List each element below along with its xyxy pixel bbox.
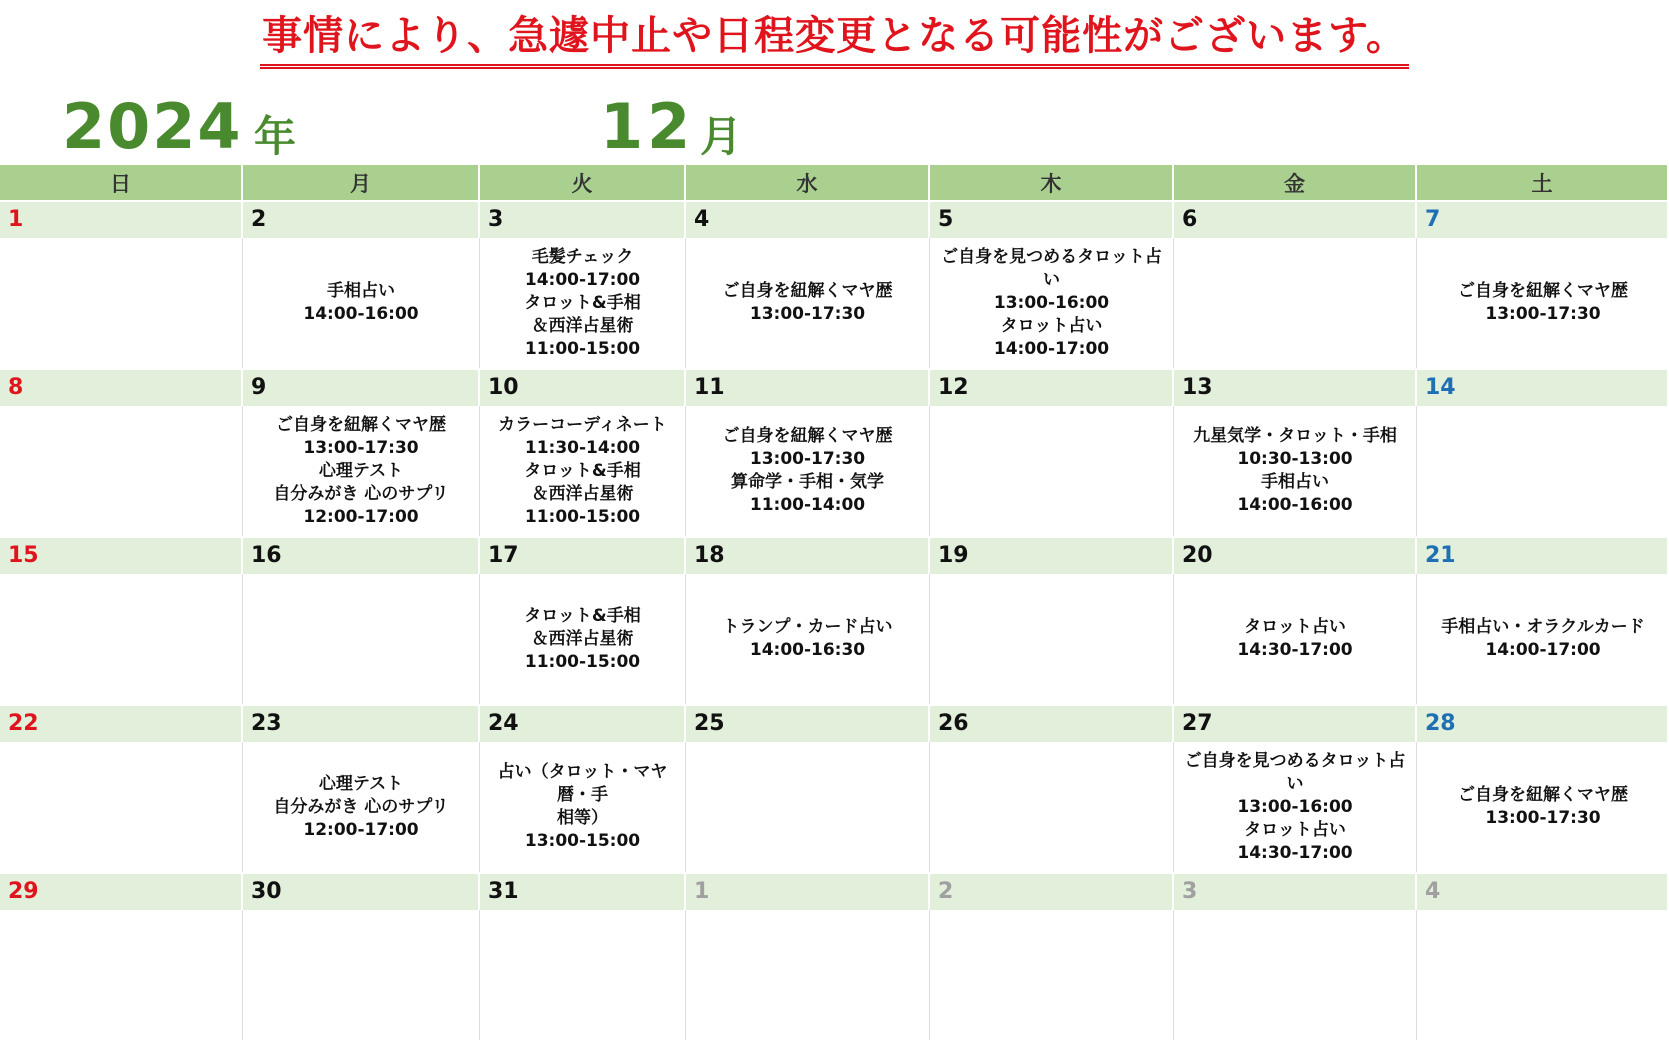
event-line: ご自身を紐解くマヤ歴 [1458,281,1628,301]
day-events [930,406,1174,536]
date-row [0,370,1669,406]
event-line: 11:00-15:00 [524,506,641,527]
event-line: 12:00-17:00 [303,819,419,840]
day-number: 3 [480,202,686,238]
event-line: ご自身を紐解くマヤ歴 [722,281,893,301]
day-events [1174,238,1417,368]
day-number: 19 [930,538,1174,574]
day-number: 12 [930,370,1174,406]
day-events [1417,910,1669,1040]
event-line: 13:00-17:30 [1485,808,1601,828]
calendar-week [0,200,1669,368]
event-line: 自分みがき 心のサプリ [273,483,449,504]
date-row [0,874,1669,910]
day-number: 26 [930,706,1174,742]
event-row [0,742,1669,872]
day-events [243,238,480,368]
event-line: ご自身を紐解くマヤ歴 [722,426,893,446]
event-line: ご自身を見つめるタロット占い [1184,750,1406,794]
event-line: ＆西洋占星術 [531,628,634,649]
day-number: 3 [1174,874,1417,910]
event-line: タロット占い [1244,617,1346,637]
event-line: ＆西洋占星術 [531,315,634,336]
event-line: 毛髪チェック [531,246,634,267]
day-number: 16 [243,538,480,574]
day-number: 15 [0,538,243,574]
event-line: タロット&手相 [524,460,641,481]
weeks-container [0,200,1669,1040]
day-events [1174,910,1417,1040]
day-number: 5 [930,202,1174,238]
event-line: 手相占い [1261,472,1329,492]
date-row [0,706,1669,742]
event-line: 相等） [557,808,608,828]
weekday-header [0,165,1669,200]
day-number: 1 [686,874,930,910]
calendar-week [0,536,1669,704]
event-line: ご自身を紐解くマヤ歴 [1458,785,1628,805]
day-events [0,910,243,1040]
day-number: 9 [243,370,480,406]
month-number: 12 [600,90,695,163]
day-number: 4 [686,202,930,238]
day-events [1417,742,1669,872]
day-number: 17 [480,538,686,574]
day-number: 24 [480,706,686,742]
event-line: ＆西洋占星術 [531,483,634,504]
day-events [1417,574,1669,704]
day-number: 28 [1417,706,1669,742]
weekday-mon: 月 [243,165,480,200]
event-line: 算命学・手相・気学 [731,472,884,492]
event-line: タロット&手相 [524,292,641,313]
day-events [1174,406,1417,536]
day-number: 30 [243,874,480,910]
day-events [930,910,1174,1040]
day-number: 18 [686,538,930,574]
event-line: 11:00-14:00 [749,495,866,515]
day-events [480,406,686,536]
event-line: 九星気学・タロット・手相 [1193,426,1397,446]
event-row [0,910,1669,1040]
event-line: 13:00-15:00 [524,831,641,851]
event-line: 心理テスト [318,773,404,794]
day-number: 6 [1174,202,1417,238]
event-line: 14:00-16:00 [303,304,419,324]
day-number: 21 [1417,538,1669,574]
event-line: 14:00-16:30 [749,640,866,660]
event-line: タロット&手相 [524,605,641,626]
day-events [480,574,686,704]
event-line: 14:00-17:00 [1485,640,1601,660]
weekday-sat: 土 [1417,165,1669,200]
day-events [480,238,686,368]
day-number: 1 [0,202,243,238]
event-line: 手相占い・オラクルカード [1441,617,1645,637]
day-events [0,406,243,536]
weekday-sun: 日 [0,165,243,200]
calendar-grid [0,165,1669,1040]
event-line: 12:00-17:00 [303,506,419,527]
event-line: タロット占い [1244,819,1346,840]
day-number: 14 [1417,370,1669,406]
day-events [1417,238,1669,368]
event-line: 自分みがき 心のサプリ [273,796,449,817]
notice-banner [0,10,1669,69]
calendar-week [0,872,1669,1040]
day-number: 4 [1417,874,1669,910]
day-number: 2 [243,202,480,238]
event-line: 13:00-16:00 [1237,796,1353,817]
day-events [930,238,1174,368]
day-number: 31 [480,874,686,910]
event-line: 13:00-16:00 [993,292,1110,313]
day-events [0,574,243,704]
day-events [1174,574,1417,704]
day-number: 7 [1417,202,1669,238]
notice-text: 事情により、急遽中止や日程変更となる可能性がございます。 [260,10,1409,69]
calendar-week [0,368,1669,536]
event-line: 13:00-17:30 [749,449,866,469]
day-number: 20 [1174,538,1417,574]
day-events [930,574,1174,704]
day-events [243,742,480,872]
weekday-wed: 水 [686,165,930,200]
event-line: 占い（タロット・マヤ暦・手 [497,762,668,805]
day-events [0,238,243,368]
day-events [686,910,930,1040]
month-label: 月 [700,112,743,161]
event-line: 13:00-17:30 [303,437,419,458]
weekday-tue: 火 [480,165,686,200]
day-number: 25 [686,706,930,742]
event-line: カラーコーディネート [498,414,667,435]
calendar-week [0,704,1669,872]
day-events [686,406,930,536]
day-events [686,574,930,704]
event-line: ご自身を見つめるタロット占い [941,246,1162,290]
day-events [0,742,243,872]
event-line: ご自身を紐解くマヤ歴 [276,414,446,435]
event-line: 手相占い [327,281,395,301]
day-number: 23 [243,706,480,742]
event-row [0,574,1669,704]
day-events [686,238,930,368]
day-number: 22 [0,706,243,742]
day-number: 10 [480,370,686,406]
day-events [243,910,480,1040]
event-line: タロット占い [1000,315,1103,336]
event-line: 14:00-17:00 [524,269,641,290]
day-events [243,574,480,704]
year-number: 2024 [62,90,243,163]
day-events [243,406,480,536]
year-label: 年 [254,112,297,161]
day-events [686,742,930,872]
event-line: 11:00-15:00 [524,338,641,359]
day-number: 8 [0,370,243,406]
weekday-thu: 木 [930,165,1174,200]
day-events [1174,742,1417,872]
day-number: 27 [1174,706,1417,742]
day-number: 11 [686,370,930,406]
event-line: 心理テスト [318,460,404,481]
event-row [0,238,1669,368]
day-number: 2 [930,874,1174,910]
day-number: 29 [0,874,243,910]
event-line: トランプ・カード占い [722,617,893,637]
event-line: 13:00-17:30 [1485,304,1601,324]
event-line: 10:30-13:00 [1237,449,1353,469]
day-events [480,742,686,872]
event-line: 14:30-17:00 [1237,640,1353,660]
event-line: 13:00-17:30 [749,304,866,324]
event-line: 14:00-17:00 [993,338,1110,359]
event-line: 11:30-14:00 [524,437,641,458]
event-line: 14:30-17:00 [1237,842,1353,863]
day-events [930,742,1174,872]
day-events [480,910,686,1040]
event-line: 14:00-16:00 [1237,495,1353,515]
weekday-fri: 金 [1174,165,1417,200]
date-row [0,538,1669,574]
event-row [0,406,1669,536]
date-row [0,202,1669,238]
day-events [1417,406,1669,536]
event-line: 11:00-15:00 [524,651,641,672]
day-number: 13 [1174,370,1417,406]
